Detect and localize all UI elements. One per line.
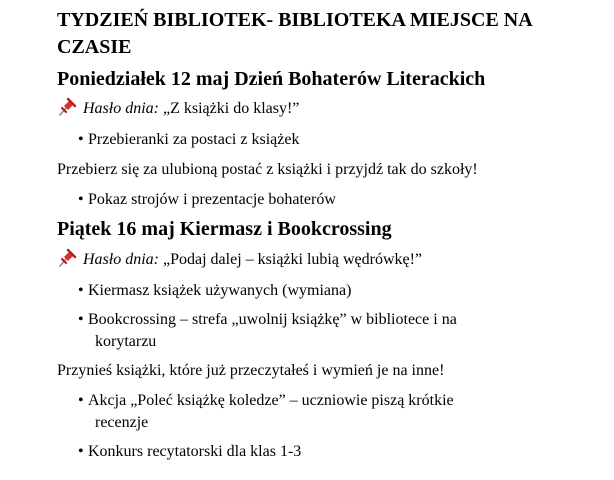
list-item-text: Pokaz strojów i prezentacje bohaterów <box>88 191 336 208</box>
day-heading-friday: Piątek 16 maj Kiermasz i Bookcrossing <box>57 218 392 240</box>
bullet-dot: • <box>78 131 84 148</box>
pushpin-icon <box>57 248 77 268</box>
list-item <box>78 390 528 434</box>
list-item-text: Przebieranki za postaci z książek <box>88 131 300 148</box>
motto-label: Hasło dnia: <box>83 100 159 117</box>
list-item <box>78 129 528 151</box>
bullet-dot: • <box>78 311 84 328</box>
bullet-dot: • <box>78 392 84 409</box>
motto-friday <box>57 248 422 271</box>
list-item <box>78 441 528 463</box>
list-item-text: Akcja „Poleć książkę koledze” – uczniowie piszą krótkie <box>88 392 454 409</box>
list-item <box>78 309 528 353</box>
list-item-text-continued: recenzje <box>95 414 149 431</box>
list-item-text-continued: korytarzu <box>95 333 157 350</box>
list-item <box>78 280 528 302</box>
list-item-text: Konkurs recytatorski dla klas 1-3 <box>88 443 302 460</box>
motto-label: Hasło dnia: <box>83 251 159 268</box>
pushpin-icon <box>57 97 77 117</box>
bullet-dot: • <box>78 191 84 208</box>
motto-text: „Z książki do klasy!” <box>163 100 300 117</box>
list-item-text: Kiermasz książek używanych (wymiana) <box>88 282 352 299</box>
list-item-text: Bookcrossing – strefa „uwolnij książkę” w bibliotece i na <box>88 311 457 328</box>
paragraph-monday: Przebierz się za ulubioną postać z książki i przyjdź tak do szkoły! <box>57 161 478 178</box>
document-title: TYDZIEŃ BIBLIOTEK- BIBLIOTEKA MIEJSCE NA CZASIE <box>57 9 532 58</box>
paragraph-friday: Przynieś książki, które już przeczytałeś i wymień je na inne! <box>57 362 445 379</box>
bullet-dot: • <box>78 282 84 299</box>
day-heading-monday: Poniedziałek 12 maj Dzień Bohaterów Literackich <box>57 68 486 90</box>
list-item <box>78 189 528 211</box>
bullet-dot: • <box>78 443 84 460</box>
motto-text: „Podaj dalej – książki lubią wędrówkę!” <box>163 251 423 268</box>
motto-monday <box>57 97 299 120</box>
